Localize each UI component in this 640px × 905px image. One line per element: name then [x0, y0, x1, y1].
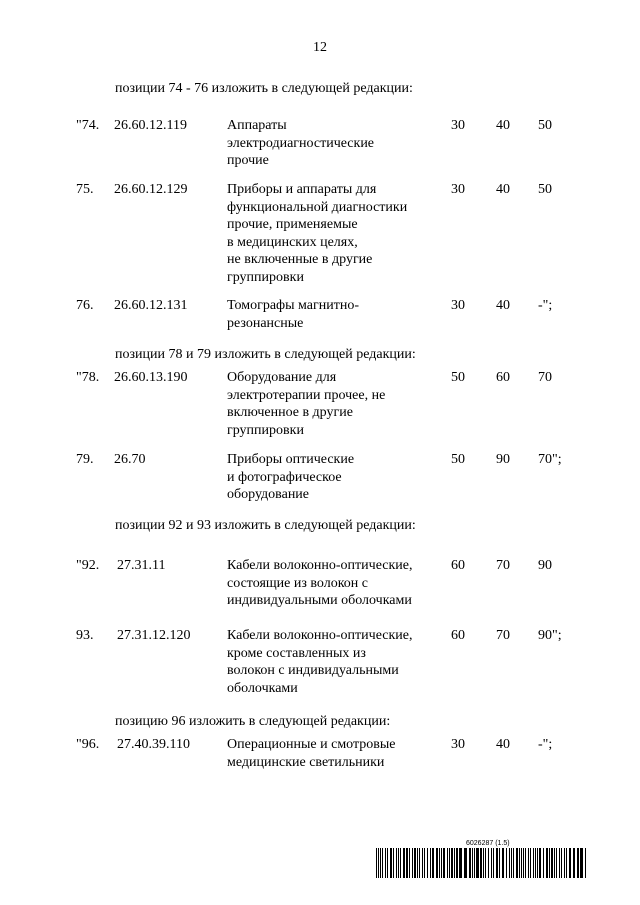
row-value-1: 30: [451, 737, 465, 752]
row-value-2: 40: [496, 182, 510, 197]
barcode-bar: [464, 848, 467, 878]
barcode-bar: [393, 848, 394, 878]
row-value-3: 50: [538, 182, 552, 197]
barcode-bar: [376, 848, 377, 878]
row-code: 26.70: [114, 452, 146, 467]
barcode-bar: [430, 848, 431, 878]
barcode-bar: [417, 848, 418, 878]
row-name-line: резонансные: [227, 315, 304, 331]
row-name-line: Операционные и смотровые: [227, 737, 396, 752]
row-code: 26.60.13.190: [114, 370, 188, 385]
barcode-bar: [378, 848, 379, 878]
row-name-line: оболочками: [227, 680, 298, 696]
barcode-bar: [398, 848, 399, 878]
barcode-bar: [451, 848, 453, 878]
barcode-bar: [454, 848, 455, 878]
barcode-bar: [525, 848, 526, 878]
barcode-bar: [502, 848, 504, 878]
row-name-line: функциональной диагностики: [227, 199, 408, 215]
row-value-2: 40: [496, 118, 510, 133]
barcode-bar: [424, 848, 425, 878]
row-value-3: 70: [538, 370, 552, 385]
row-code: 26.60.12.129: [114, 182, 188, 197]
row-value-1: 30: [451, 298, 465, 313]
barcode-bar: [559, 848, 560, 878]
barcode-bar: [456, 848, 458, 878]
row-value-3: 70";: [538, 452, 562, 467]
row-value-3: -";: [538, 298, 553, 313]
section-intro: позиции 78 и 79 изложить в следующей редакции:: [115, 347, 416, 362]
barcode-bar: [511, 848, 512, 878]
row-name-line: состоящие из волокон с: [227, 575, 369, 591]
barcode-bar: [554, 848, 555, 878]
row-name: [227, 557, 437, 610]
barcode-bar: [535, 848, 536, 878]
barcode-bar: [493, 848, 494, 878]
row-value-3: 90: [538, 558, 552, 573]
row-number: 75.: [76, 182, 94, 197]
row-code: 27.40.39.110: [117, 737, 190, 752]
row-name-line: Оборудование для: [227, 370, 337, 385]
barcode-bar: [485, 848, 486, 878]
row-name-line: группировки: [227, 422, 304, 438]
barcode-bar: [519, 848, 520, 878]
barcode-bar: [513, 848, 514, 878]
row-value-1: 60: [451, 558, 465, 573]
barcode-bar: [447, 848, 448, 878]
row-value-1: 60: [451, 628, 465, 643]
barcode-bar: [496, 848, 498, 878]
row-name-line: прочие: [227, 153, 269, 168]
barcode-bar: [396, 848, 397, 878]
barcode-bar: [436, 848, 438, 878]
row-value-2: 60: [496, 370, 510, 385]
row-name-line: электротерапии прочее, не: [227, 387, 386, 403]
row-value-1: 30: [451, 182, 465, 197]
row-number: "78.: [76, 370, 100, 385]
barcode-bar: [488, 848, 489, 878]
row-name: [227, 627, 437, 697]
barcode-bar: [419, 848, 420, 878]
row-value-1: 30: [451, 118, 465, 133]
barcode-bar: [521, 848, 522, 878]
row-value-1: 50: [451, 452, 465, 467]
row-name-line: оборудование: [227, 487, 310, 502]
barcode-bar: [443, 848, 445, 878]
barcode-bar: [400, 848, 401, 878]
row-name-line: медицинские светильники: [227, 754, 385, 770]
barcode-bar: [390, 848, 392, 878]
row-name-line: Приборы оптические: [227, 452, 355, 467]
row-number: "96.: [76, 737, 100, 752]
row-name: [227, 451, 437, 504]
barcode-bar: [459, 848, 462, 878]
barcode-bar: [480, 848, 482, 878]
barcode-bar: [403, 848, 405, 878]
barcode-bar: [580, 848, 583, 878]
barcode-bar: [409, 848, 410, 878]
barcode-bar: [516, 848, 518, 878]
barcode-bar: [561, 848, 562, 878]
row-code: 26.60.12.119: [114, 118, 187, 133]
barcode-bar: [546, 848, 548, 878]
barcode-bar: [566, 848, 567, 878]
row-value-2: 40: [496, 737, 510, 752]
row-value-3: 90";: [538, 628, 562, 643]
barcode-bar: [569, 848, 571, 878]
page-number: 12: [313, 40, 327, 55]
row-name-line: волокон с индивидуальными: [227, 663, 399, 678]
barcode-bar: [483, 848, 484, 878]
row-name: [227, 297, 437, 332]
section-intro: позиции 74 - 76 изложить в следующей редакции:: [115, 81, 413, 96]
row-name: [227, 117, 437, 170]
row-name: [227, 369, 437, 439]
barcode-bar: [551, 848, 553, 878]
barcode-bar: [472, 848, 473, 878]
row-value-2: 90: [496, 452, 510, 467]
barcode-bar: [499, 848, 500, 878]
row-name-line: не включенные в другие: [227, 252, 373, 267]
row-name-line: Кабели волоконно-оптические,: [227, 558, 413, 573]
section-intro: позицию 96 изложить в следующей редакции:: [115, 714, 391, 729]
row-code: 26.60.12.131: [114, 298, 188, 313]
barcode-bar: [530, 848, 531, 878]
barcode-bar: [491, 848, 492, 878]
row-value-2: 40: [496, 298, 510, 313]
barcode-bar: [385, 848, 386, 878]
row-name-line: кроме составленных из: [227, 645, 366, 661]
barcode-bar: [523, 848, 524, 878]
barcode-bar: [406, 848, 408, 878]
barcode-bar: [585, 848, 586, 878]
barcode-bar: [528, 848, 529, 878]
row-name-line: и фотографическое: [227, 469, 342, 485]
barcode-bar: [564, 848, 565, 878]
barcode-bar: [380, 848, 381, 878]
barcode-bar: [422, 848, 423, 878]
barcode-bar: [449, 848, 450, 878]
barcode-icon: [376, 848, 588, 878]
row-number: "74.: [76, 118, 100, 133]
barcode-bar: [537, 848, 538, 878]
row-name-line: группировки: [227, 269, 304, 285]
barcode-bar: [439, 848, 440, 878]
row-name-line: прочие, применяемые: [227, 217, 358, 232]
barcode-bar: [474, 848, 475, 878]
row-number: 76.: [76, 298, 94, 313]
barcode-bar: [387, 848, 388, 878]
barcode-bar: [543, 848, 544, 878]
row-name-line: электродиагностические: [227, 135, 375, 151]
barcode-bar: [539, 848, 541, 878]
row-value-1: 50: [451, 370, 465, 385]
barcode-bar: [414, 848, 416, 878]
barcode-bar: [382, 848, 383, 878]
row-name-line: Кабели волоконно-оптические,: [227, 628, 413, 643]
barcode-bar: [412, 848, 413, 878]
row-value-3: 50: [538, 118, 552, 133]
row-code: 27.31.11: [117, 558, 166, 573]
row-name-line: включенное в другие: [227, 405, 353, 420]
section-intro: позиции 92 и 93 изложить в следующей редакции:: [115, 518, 416, 533]
row-name: [227, 181, 437, 286]
row-code: 27.31.12.120: [117, 628, 191, 643]
row-name-line: индивидуальными оболочками: [227, 593, 412, 608]
barcode-bar: [432, 848, 434, 878]
row-number: "92.: [76, 558, 100, 573]
barcode-bar: [577, 848, 579, 878]
row-number: 79.: [76, 452, 94, 467]
row-number: 93.: [76, 628, 94, 643]
barcode-bar: [549, 848, 550, 878]
barcode-bar: [556, 848, 557, 878]
barcode-bar: [427, 848, 428, 878]
row-name-line: Аппараты: [227, 118, 287, 133]
barcode-bar: [476, 848, 479, 878]
barcode-bar: [506, 848, 507, 878]
row-name: [227, 736, 437, 771]
barcode-bar: [469, 848, 471, 878]
barcode-label: 6026287 (1.5): [466, 840, 510, 847]
barcode-bar: [441, 848, 442, 878]
barcode-bar: [533, 848, 534, 878]
row-value-2: 70: [496, 558, 510, 573]
row-name-line: Приборы и аппараты для: [227, 182, 377, 197]
row-name-line: в медицинских целях,: [227, 234, 358, 250]
row-value-3: -";: [538, 737, 553, 752]
barcode-bar: [509, 848, 510, 878]
row-name-line: Томографы магнитно-: [227, 298, 360, 313]
row-value-2: 70: [496, 628, 510, 643]
barcode-bar: [573, 848, 575, 878]
